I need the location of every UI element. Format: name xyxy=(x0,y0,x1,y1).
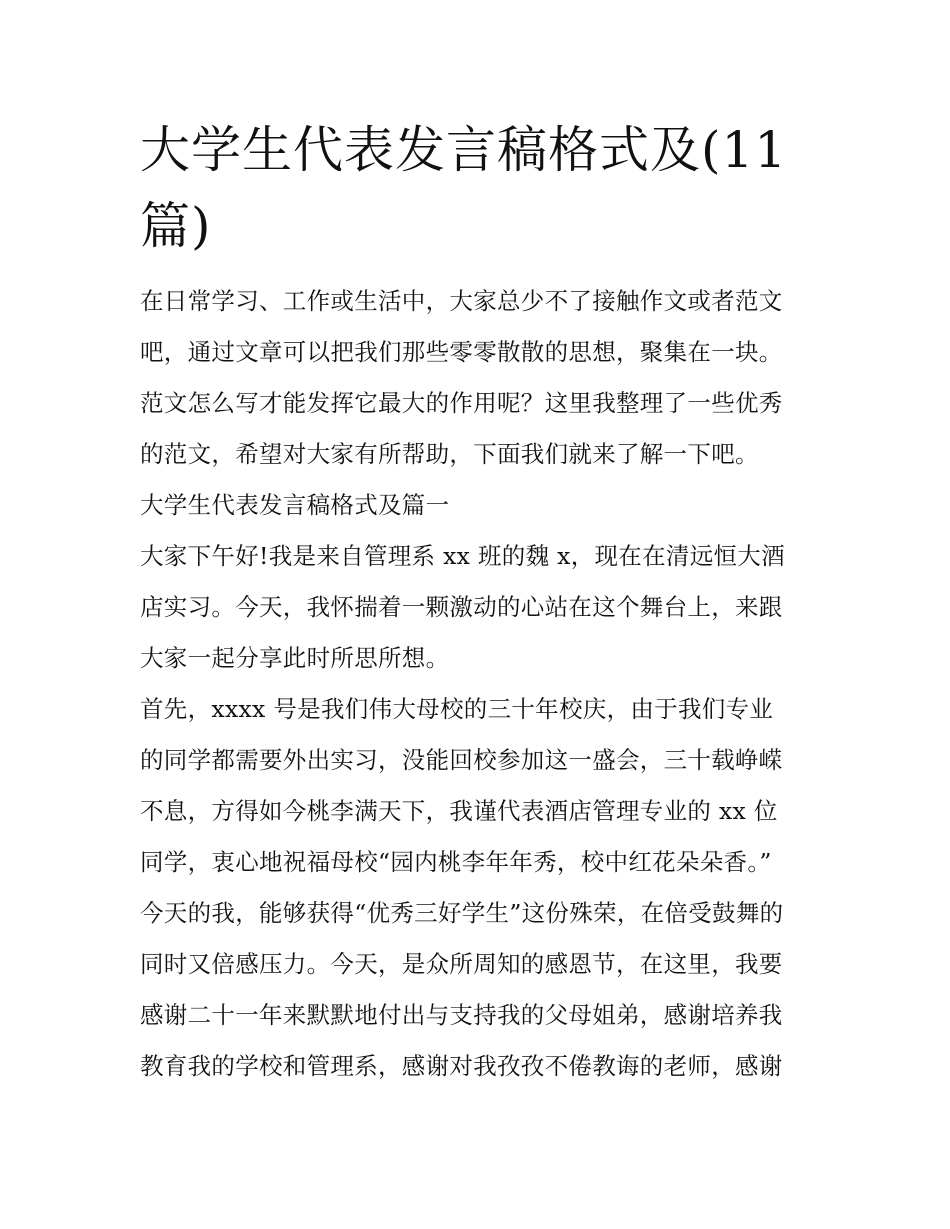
body-line: 的同学都需要外出实习，没能回校参加这一盛会，三十载峥嵘 xyxy=(140,746,783,774)
body-line: 同学，衷心地祝福母校“园内桃李年年秀，校中红花朵朵香。” xyxy=(140,848,772,876)
body-line: 今天的我，能够获得“优秀三好学生”这份殊荣，在倍受鼓舞的 xyxy=(140,899,784,927)
body-line: 吧，通过文章可以把我们那些零零散散的思想，聚集在一块。 xyxy=(140,338,783,366)
body-line: 大家一起分享此时所思所想。 xyxy=(140,644,450,672)
title-line-1: 大学生代表发言稿格式及(11 xyxy=(140,121,788,179)
document-body xyxy=(140,276,820,1092)
body-line: 店实习。今天，我怀揣着一颗激动的心站在这个舞台上，来跟 xyxy=(140,593,783,621)
body-line: 范文怎么写才能发挥它最大的作用呢？这里我整理了一些优秀 xyxy=(140,389,783,417)
body-line: 不息，方得如今桃李满天下，我谨代表酒店管理专业的 xx 位 xyxy=(140,797,778,825)
body-line: 感谢二十一年来默默地付出与支持我的父母姐弟，感谢培养我 xyxy=(140,1001,783,1029)
body-line: 大家下午好!我是来自管理系 xx 班的魏 x，现在在清远恒大酒 xyxy=(140,542,785,570)
body-line: 同时又倍感压力。今天，是众所周知的感恩节，在这里，我要 xyxy=(140,950,783,978)
body-line: 的范文，希望对大家有所帮助，下面我们就来了解一下吧。 xyxy=(140,440,759,468)
body-line: 教育我的学校和管理系，感谢对我孜孜不倦教诲的老师，感谢 xyxy=(140,1052,783,1080)
title-line-2: 篇) xyxy=(140,197,212,255)
document-title xyxy=(140,112,820,264)
section-heading: 大学生代表发言稿格式及篇一 xyxy=(140,491,450,519)
body-line: 在日常学习、工作或生活中，大家总少不了接触作文或者范文 xyxy=(140,287,783,315)
body-line: 首先，xxxx 号是我们伟大母校的三十年校庆，由于我们专业 xyxy=(140,695,774,723)
